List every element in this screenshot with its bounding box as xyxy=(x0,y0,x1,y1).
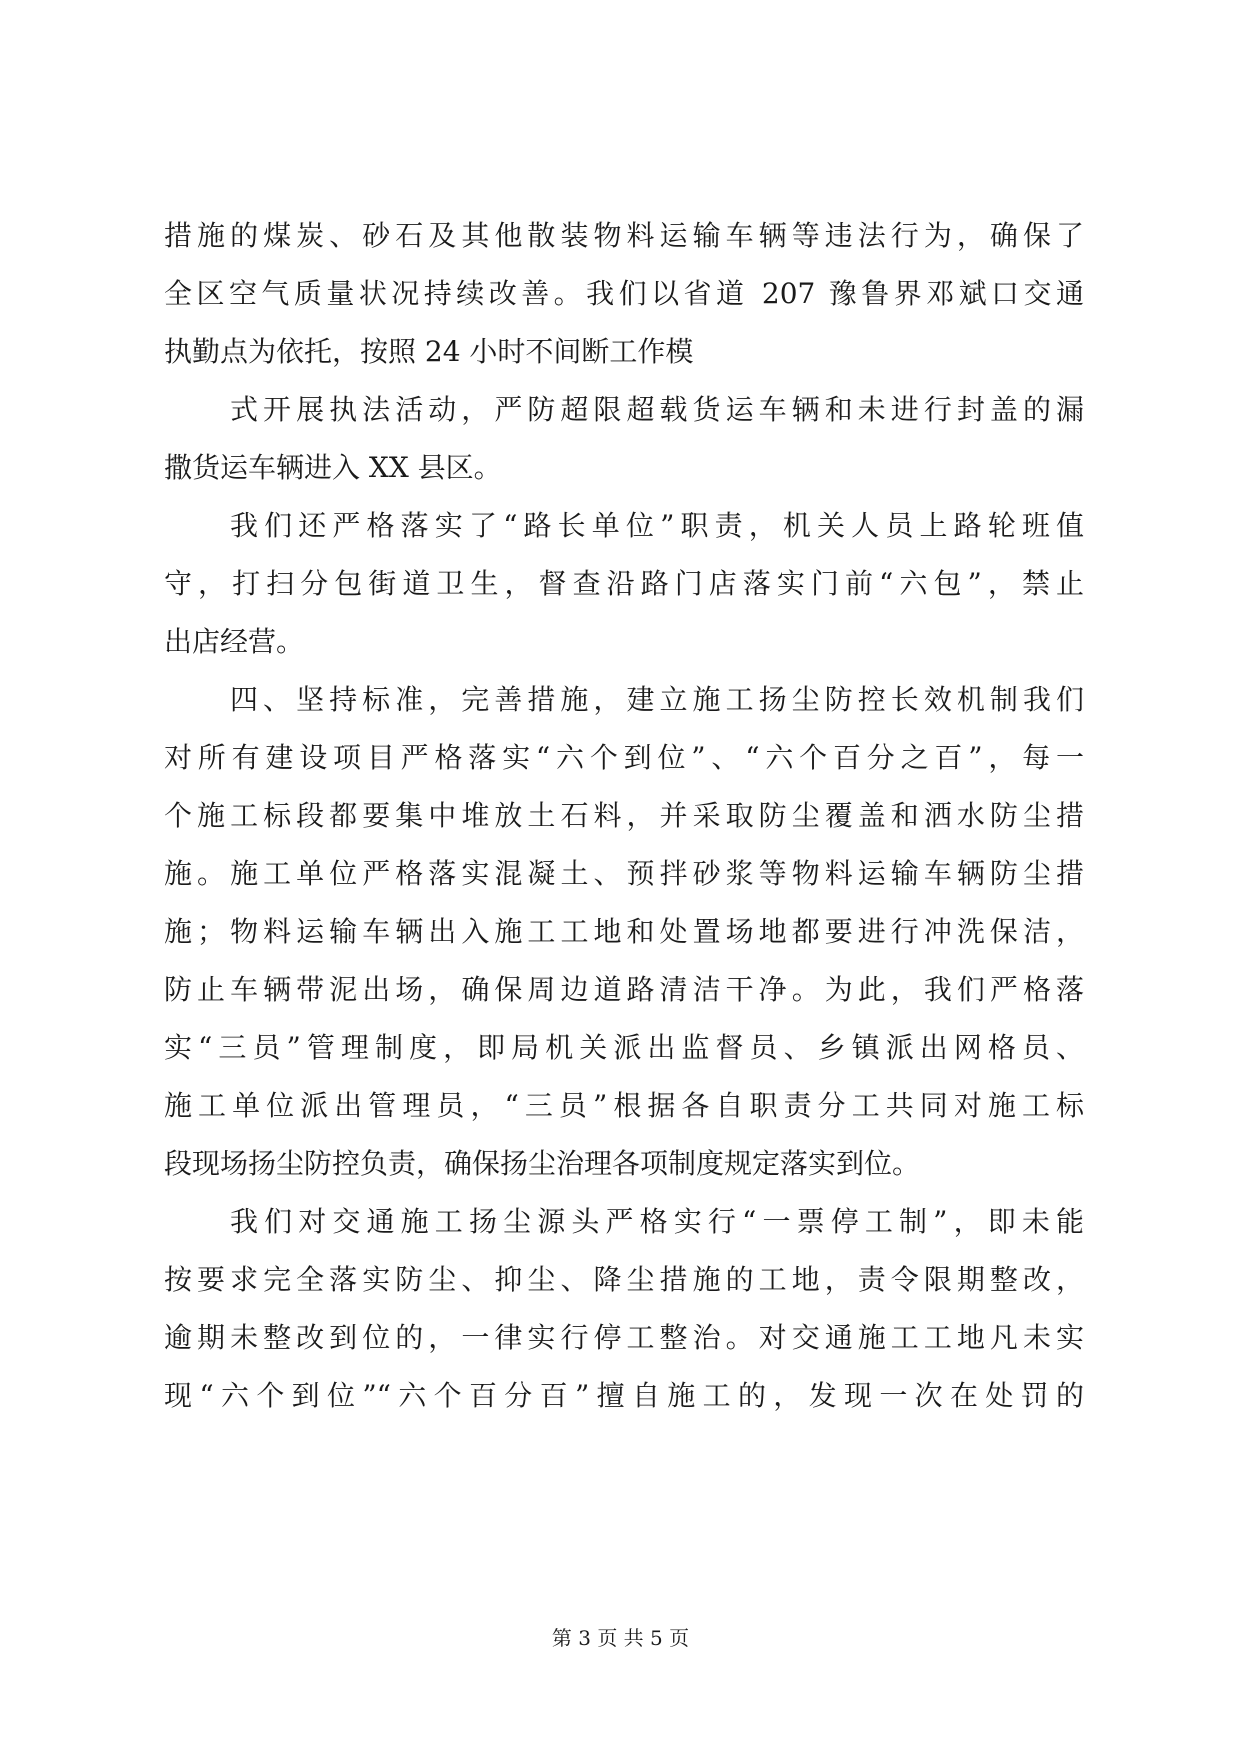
page-number-footer: 第 3 页 共 5 页 xyxy=(551,1626,690,1650)
text-line: 段现场扬尘防控负责，确保扬尘治理各项制度规定落实到位。 xyxy=(164,1147,921,1180)
text-line: 措施的煤炭、砂石及其他散装物料运输车辆等违法行为，确保了 xyxy=(164,219,1084,252)
text-line: 实“三员”管理制度，即局机关派出监督员、乡镇派出网格员、 xyxy=(164,1031,1084,1064)
text-line: 个施工标段都要集中堆放土石料，并采取防尘覆盖和洒水防尘措 xyxy=(164,799,1084,832)
text-line: 出店经营。 xyxy=(164,625,305,658)
text-line: 施；物料运输车辆出入施工工地和处置场地都要进行冲洗保洁， xyxy=(164,915,1084,948)
text-line: 全区空气质量状况持续改善。我们以省道 207 豫鲁界邓斌口交通 xyxy=(164,277,1084,310)
text-line: 按要求完全落实防尘、抑尘、降尘措施的工地，责令限期整改， xyxy=(164,1263,1084,1296)
text-line: 施。施工单位严格落实混凝土、预拌砂浆等物料运输车辆防尘措 xyxy=(164,857,1084,890)
document-body xyxy=(164,207,1084,1425)
text-line: 四、坚持标准，完善措施，建立施工扬尘防控长效机制我们 xyxy=(230,683,1084,716)
text-line: 守，打扫分包街道卫生，督查沿路门店落实门前“六包”，禁止 xyxy=(164,567,1084,600)
text-line: 现“六个到位”“六个百分百”擅自施工的，发现一次在处罚的 xyxy=(164,1379,1084,1412)
text-line: 式开展执法活动，严防超限超载货运车辆和未进行封盖的漏 xyxy=(230,393,1084,426)
text-line: 我们对交通施工扬尘源头严格实行“一票停工制”，即未能 xyxy=(230,1205,1084,1238)
text-line: 防止车辆带泥出场，确保周边道路清洁干净。为此，我们严格落 xyxy=(164,973,1084,1006)
text-line: 施工单位派出管理员，“三员”根据各自职责分工共同对施工标 xyxy=(164,1089,1084,1122)
text-line: 我们还严格落实了“路长单位”职责，机关人员上路轮班值 xyxy=(230,509,1084,542)
text-line: 逾期未整改到位的，一律实行停工整治。对交通施工工地凡未实 xyxy=(164,1321,1084,1354)
text-line: 撒货运车辆进入 XX 县区。 xyxy=(164,451,502,484)
text-line: 执勤点为依托，按照 24 小时不间断工作模 xyxy=(164,335,694,368)
text-line: 对所有建设项目严格落实“六个到位”、“六个百分之百”，每一 xyxy=(164,741,1084,774)
